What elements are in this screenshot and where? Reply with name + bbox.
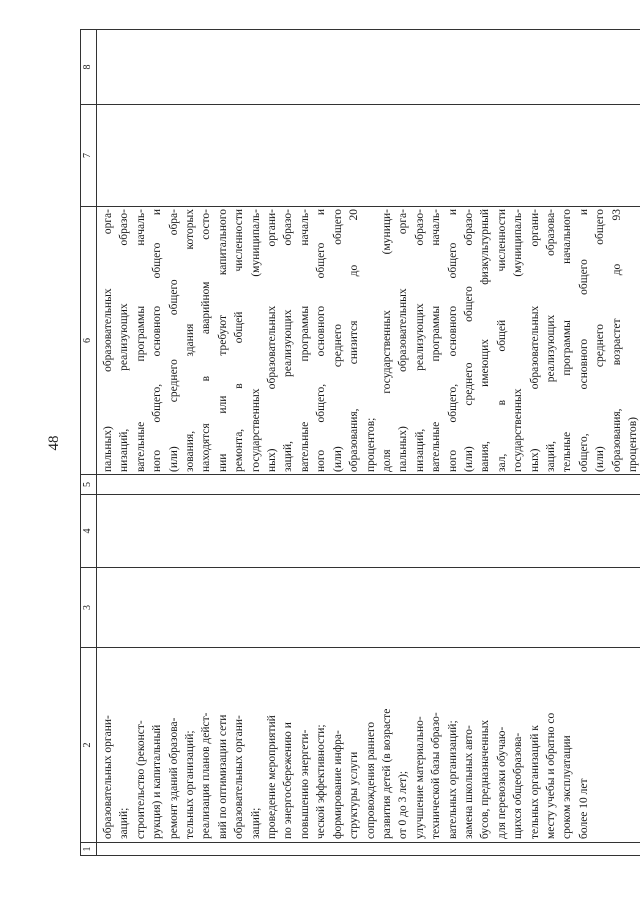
header-col-3: 3 (81, 568, 97, 648)
measures-text-line: сроком эксплуатации (561, 735, 574, 839)
table-container (80, 30, 639, 856)
table-row (97, 30, 640, 856)
header-col-4: 4 (81, 495, 97, 568)
measures-text-line: бусов, предназначенных (479, 719, 492, 839)
cell-col-3 (97, 568, 640, 648)
measures-text (100, 651, 592, 839)
indicators-text-line: тельные программы начального (561, 209, 574, 472)
rotated-table-frame (80, 30, 639, 856)
indicators-text-line: находятся в аварийном состо- (200, 209, 213, 472)
cell-col-4 (97, 495, 640, 568)
measures-text-line: от 0 до 3 лет); (397, 770, 410, 839)
measures-text-line: ремонт зданий образова- (167, 717, 180, 839)
indicators-text-line: государственных (муниципаль- (249, 209, 262, 472)
measures-text-line: строительство (реконст- (134, 720, 147, 839)
measures-text-line: улучшение материально- (413, 716, 426, 839)
measures-text-line: рукция) и капитальный (151, 724, 164, 839)
indicators-text-line: ного общего, основного общего и (446, 209, 459, 472)
indicators-text-line: вательные программы началь- (298, 209, 311, 472)
measures-text-line: тельных организаций к (528, 725, 541, 839)
indicators-text-line: нии или требуют капитального (216, 209, 229, 472)
indicators-text-line: процентов; (364, 417, 377, 472)
measures-text-line: по энергосбережению и (282, 722, 295, 839)
header-col-2: 2 (81, 648, 97, 843)
measures-text-line: образовательных органи- (233, 715, 246, 839)
measures-text-line: реализация планов дейст- (200, 712, 213, 839)
measures-text-line: вательных организаций; (446, 720, 459, 839)
indicators-text (100, 209, 640, 472)
measures-text-line: развития детей (в возрасте (380, 708, 393, 839)
indicators-text-line: процентов) (627, 417, 639, 472)
measures-text-line: технической базы образо- (430, 712, 443, 839)
cell-col-8 (97, 30, 640, 105)
indicators-text-line: ремонта, в общей численности (233, 209, 246, 472)
indicators-text-line: низаций, реализующих образо- (118, 209, 131, 472)
indicators-text-line: образования, снизится до 20 (348, 209, 361, 472)
indicators-text-line: пальных) образовательных орга- (102, 209, 114, 472)
measures-text-line: проведение мероприятий (266, 715, 279, 839)
indicators-text-line: вательные программы началь- (134, 209, 147, 472)
measures-text-line: щихся общеобразова- (512, 732, 525, 839)
cell-col-7 (97, 105, 640, 207)
page-number: 48 (46, 435, 62, 451)
measures-text-line: повышению энергети- (298, 729, 311, 839)
header-row (81, 30, 97, 856)
indicators-text-line: доля государственных (муници- (380, 209, 393, 472)
measures-text-line: для перевозки обучаю- (495, 726, 508, 839)
indicators-text-line: общего, основного общего и (577, 209, 590, 472)
indicators-text-line: пальных) образовательных орга- (397, 209, 410, 472)
measures-text-line: сопровождения раннего (364, 721, 377, 839)
header-col-8: 8 (81, 30, 97, 105)
indicators-text-line: ных) образовательных органи- (528, 209, 541, 472)
measures-text-line: образовательных органи- (102, 715, 114, 839)
cell-col-6-indicators (97, 207, 640, 475)
measures-text-line: тельных организаций; (184, 730, 197, 839)
measures-text-line: вий по оптимизации сети (216, 714, 229, 839)
measures-text-line: ческой эффективности; (315, 724, 328, 839)
measures-text-line: структуры услуги (348, 751, 361, 839)
header-col-1: 1 (81, 843, 97, 856)
indicators-text-line: вательные программы началь- (430, 209, 443, 472)
indicators-text-line: зования, здания которых (184, 209, 197, 472)
cell-col-1 (97, 843, 640, 856)
indicators-text-line: государственных (муниципаль- (512, 209, 525, 472)
indicators-text-line: ного общего, основного общего и (151, 209, 164, 472)
indicators-text-line: вания, имеющих физкультурный (479, 209, 492, 472)
indicators-text-line: низаций, реализующих образо- (413, 209, 426, 472)
indicators-text-line: (или) среднего общего образо- (462, 209, 475, 472)
header-col-7: 7 (81, 105, 97, 207)
measures-text-line: замена школьных авто- (462, 725, 475, 839)
indicators-text-line: (или) среднего общего (594, 209, 607, 472)
measures-text-line: заций; (118, 807, 131, 839)
measures-text-line: заций; (249, 807, 262, 839)
indicators-text-line: заций, реализующих образо- (282, 209, 295, 472)
indicators-text-line: (или) среднего общего обра- (167, 209, 180, 472)
measures-text-line: более 10 лет (577, 778, 590, 839)
header-col-5: 5 (81, 475, 97, 495)
indicators-text-line: ного общего, основного общего и (315, 209, 328, 472)
indicators-text-line: ных) образовательных органи- (266, 209, 279, 472)
cell-col-2-measures (97, 648, 640, 843)
measures-text-line: формирование инфра- (331, 730, 344, 839)
indicators-text-line: заций, реализующих образова- (544, 209, 557, 472)
cell-col-5 (97, 475, 640, 495)
indicators-text-line: образования, возрастет до 93 (610, 209, 623, 472)
header-col-6: 6 (81, 207, 97, 475)
measures-text-line: месту учебы и обратно со (544, 712, 557, 839)
main-table (80, 29, 640, 856)
indicators-text-line: зал, в общей численности (495, 209, 508, 472)
indicators-text-line: (или) среднего общего (331, 209, 344, 472)
